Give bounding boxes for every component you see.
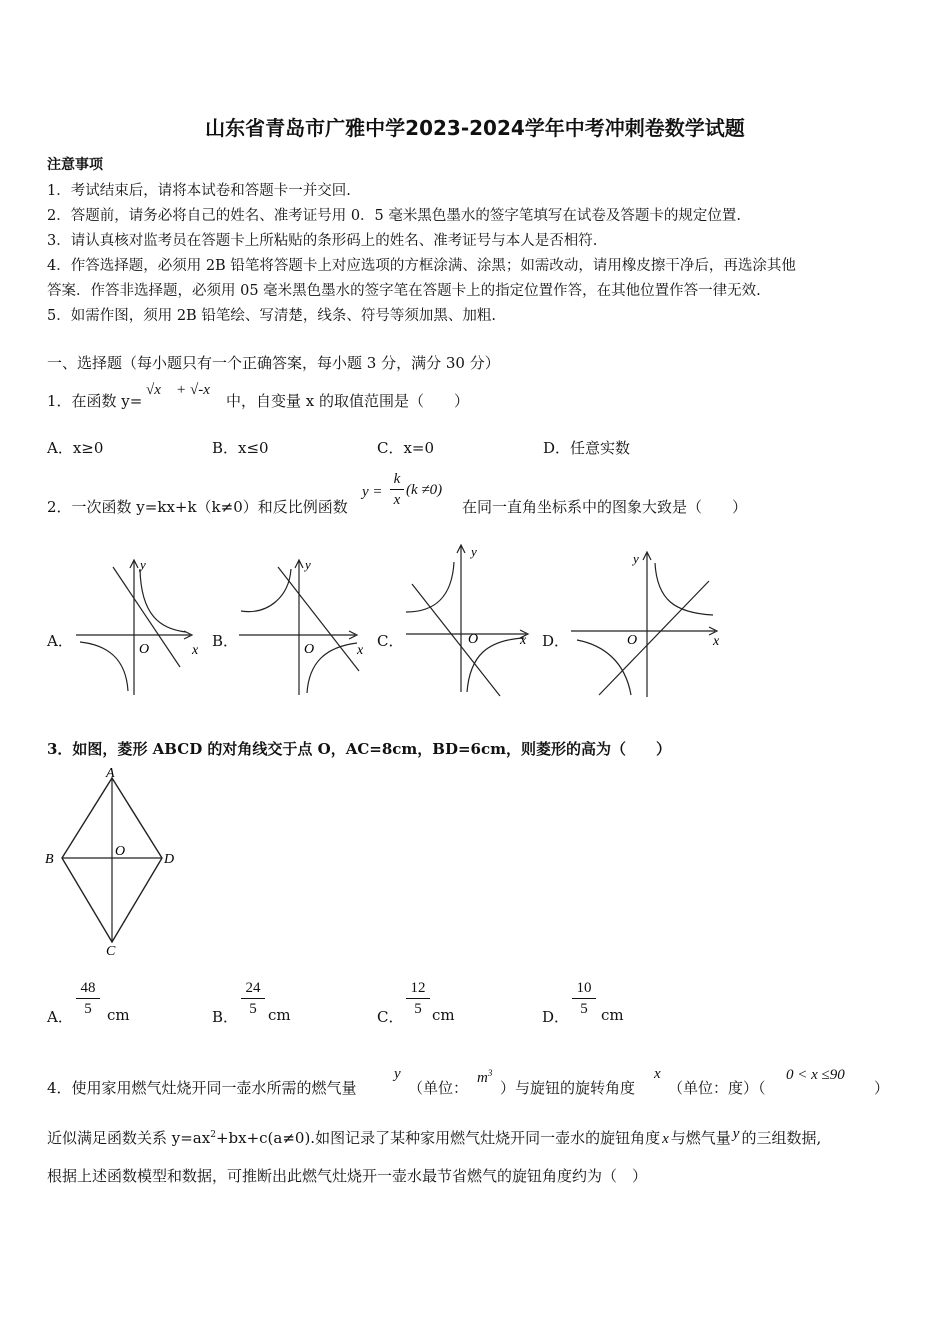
q3-option-a-fraction: [76, 980, 100, 1018]
q4-line2-a: 近似满足函数关系 y=ax: [47, 1129, 211, 1147]
q1-formula-plus: +: [176, 382, 187, 398]
q1-option-a: A．x≥0: [47, 439, 104, 457]
q4-part4: （单位：度）（: [668, 1079, 766, 1097]
q3-option-c-den: 5: [414, 1001, 422, 1017]
origin-label: O: [304, 642, 315, 657]
q2-formula-x: x: [393, 492, 401, 508]
hyperbola-branch-2: [307, 643, 357, 693]
hyperbola-branch-1: [140, 569, 186, 632]
x-label: x: [357, 643, 364, 658]
y-label: y: [471, 544, 477, 559]
q1-prefix: 1．在函数 y=: [47, 392, 143, 410]
notice-item-4-cont: 答案．作答非选择题，必须用 05 毫米黑色墨水的签字笔在答题卡上的指定位置作答，在其他位置作答一律无效.: [47, 283, 761, 299]
notice-item-5: 5．如需作图，须用 2B 铅笔绘、写清楚，线条、符号等须加黑、加粗.: [47, 308, 496, 324]
q3-option-c-unit: cm: [432, 1006, 455, 1024]
q3-option-a-label: A．: [47, 1008, 73, 1026]
q4-unit-sup: 3: [487, 1068, 493, 1078]
notice-heading: 注意事项: [47, 157, 103, 173]
center-o-label: O: [115, 844, 126, 859]
q4-var-x: x: [654, 1066, 661, 1082]
q3-option-d-den: 5: [580, 1001, 588, 1017]
q3-text: 3．如图，菱形 ABCD 的对角线交于点 O，AC=8cm，BD=6cm，则菱形的高为（ ）: [47, 740, 671, 758]
q2-formula-cond: (k ≠0): [406, 482, 443, 498]
q4-line2-y: y: [732, 1126, 740, 1142]
q4-range: 0 < x ≤90: [786, 1067, 845, 1083]
q1-option-b: B．x≤0: [212, 439, 269, 457]
q1-option-c: C．x=0: [377, 439, 435, 457]
q3-option-d-label: D．: [542, 1008, 570, 1026]
q3-rhombus-figure: [40, 762, 190, 962]
q2-option-d-label: D．: [542, 632, 570, 650]
q2-formula-fraction: [390, 471, 404, 509]
q3-option-b-label: B．: [212, 1008, 239, 1026]
q4-line3: 根据上述函数模型和数据，可推断出此燃气灶烧开一壶水最节省燃气的旋钮角度约为（ ）: [47, 1167, 648, 1185]
section-heading: 一、选择题（每小题只有一个正确答案，每小题 3 分，满分 30 分）: [47, 354, 500, 372]
q2-formula-k: k: [390, 471, 404, 490]
q4-unit: [477, 1068, 492, 1087]
line-graph: [599, 581, 709, 695]
q3-option-a-num: 48: [76, 980, 100, 999]
q4-part3: ）与旋钮的旋转角度: [500, 1079, 636, 1097]
vertex-b-label: B: [45, 852, 54, 867]
q3-option-a-den: 5: [84, 1001, 92, 1017]
q3-option-c-fraction: [406, 980, 430, 1018]
q4-line2-sup: 2: [210, 1130, 216, 1140]
q4-line2: [47, 1127, 821, 1148]
hyperbola-branch-2: [577, 640, 631, 695]
q2-formula-y: y =: [362, 484, 383, 500]
vertex-a-label: A: [106, 766, 115, 781]
y-label: y: [633, 551, 639, 566]
vertex-d-label: D: [164, 852, 175, 867]
q1-formula-b: √-x: [190, 382, 210, 398]
hyperbola-branch-2: [80, 642, 128, 691]
line-graph: [412, 584, 500, 696]
origin-label: O: [627, 633, 638, 648]
hyperbola-branch-1: [406, 562, 454, 612]
q2-graph-d: [567, 545, 727, 700]
hyperbola-branch-1: [241, 569, 291, 612]
x-label: x: [713, 634, 720, 649]
q2-option-c-label: C．: [377, 632, 404, 650]
q3-option-d-fraction: [572, 980, 596, 1018]
q4-part5: ）: [874, 1079, 890, 1097]
q2-graph-c: [400, 540, 540, 700]
q2-option-a-label: A．: [47, 632, 73, 650]
q3-option-b-unit: cm: [268, 1006, 291, 1024]
q3-option-d-unit: cm: [601, 1006, 624, 1024]
notice-item-4: 4．作答选择题，必须用 2B 铅笔将答题卡上对应选项的方框涂满、涂黑；如需改动，请用橡皮擦干净后，再选涂其他: [47, 258, 796, 274]
q3-option-b-den: 5: [249, 1001, 257, 1017]
q4-line2-x: x: [662, 1131, 669, 1147]
x-label: x: [520, 633, 527, 648]
q3-option-a-unit: cm: [107, 1006, 130, 1024]
y-label: y: [305, 557, 311, 572]
q2-suffix: 在同一直角坐标系中的图象大致是（ ）: [462, 498, 748, 516]
q4-part1: 4．使用家用燃气灶烧开同一壶水所需的燃气量: [47, 1079, 357, 1097]
origin-label: O: [139, 642, 150, 657]
vertex-c-label: C: [106, 944, 116, 959]
q4-line2-b: +bx+c(a≠0).如图记录了某种家用燃气灶烧开同一壶水的旋钮角度: [215, 1129, 661, 1147]
q4-part2: （单位：: [408, 1079, 469, 1097]
q3-option-c-num: 12: [406, 980, 430, 999]
q4-var-y: y: [394, 1066, 401, 1082]
q3-option-d-num: 10: [572, 980, 596, 999]
q2-option-b-label: B．: [212, 632, 239, 650]
x-label: x: [192, 643, 199, 658]
page-title: 山东省青岛市广雅中学2023-2024学年中考冲刺卷数学试题: [205, 116, 745, 140]
notice-item-1: 1．考试结束后，请将本试卷和答题卡一并交回.: [47, 183, 351, 199]
q2-graph-a: [68, 555, 208, 700]
q4-line2-d: 的三组数据,: [741, 1129, 822, 1147]
q1-option-d: D．任意实数: [543, 439, 631, 457]
line-graph: [278, 567, 359, 671]
origin-label: O: [468, 632, 479, 647]
q1-formula-a: √x: [146, 382, 161, 398]
q1-suffix: 中，自变量 x 的取值范围是（ ）: [226, 392, 469, 410]
notice-item-3: 3．请认真核对监考员在答题卡上所粘贴的条形码上的姓名、准考证号与本人是否相符.: [47, 233, 598, 249]
q3-option-c-label: C．: [377, 1008, 404, 1026]
q4-line2-c: 与燃气量: [670, 1129, 731, 1147]
q4-unit-m: m: [477, 1070, 488, 1086]
q3-option-b-num: 24: [241, 980, 265, 999]
q2-graph-b: [233, 555, 373, 700]
notice-item-2: 2．答题前，请务必将自己的姓名、准考证号用 0．5 毫米黑色墨水的签字笔填写在试卷及答题卡的规定位置.: [47, 208, 741, 224]
y-label: y: [140, 557, 146, 572]
q2-prefix: 2．一次函数 y=kx+k（k≠0）和反比例函数: [47, 498, 348, 516]
q3-option-b-fraction: [241, 980, 265, 1018]
